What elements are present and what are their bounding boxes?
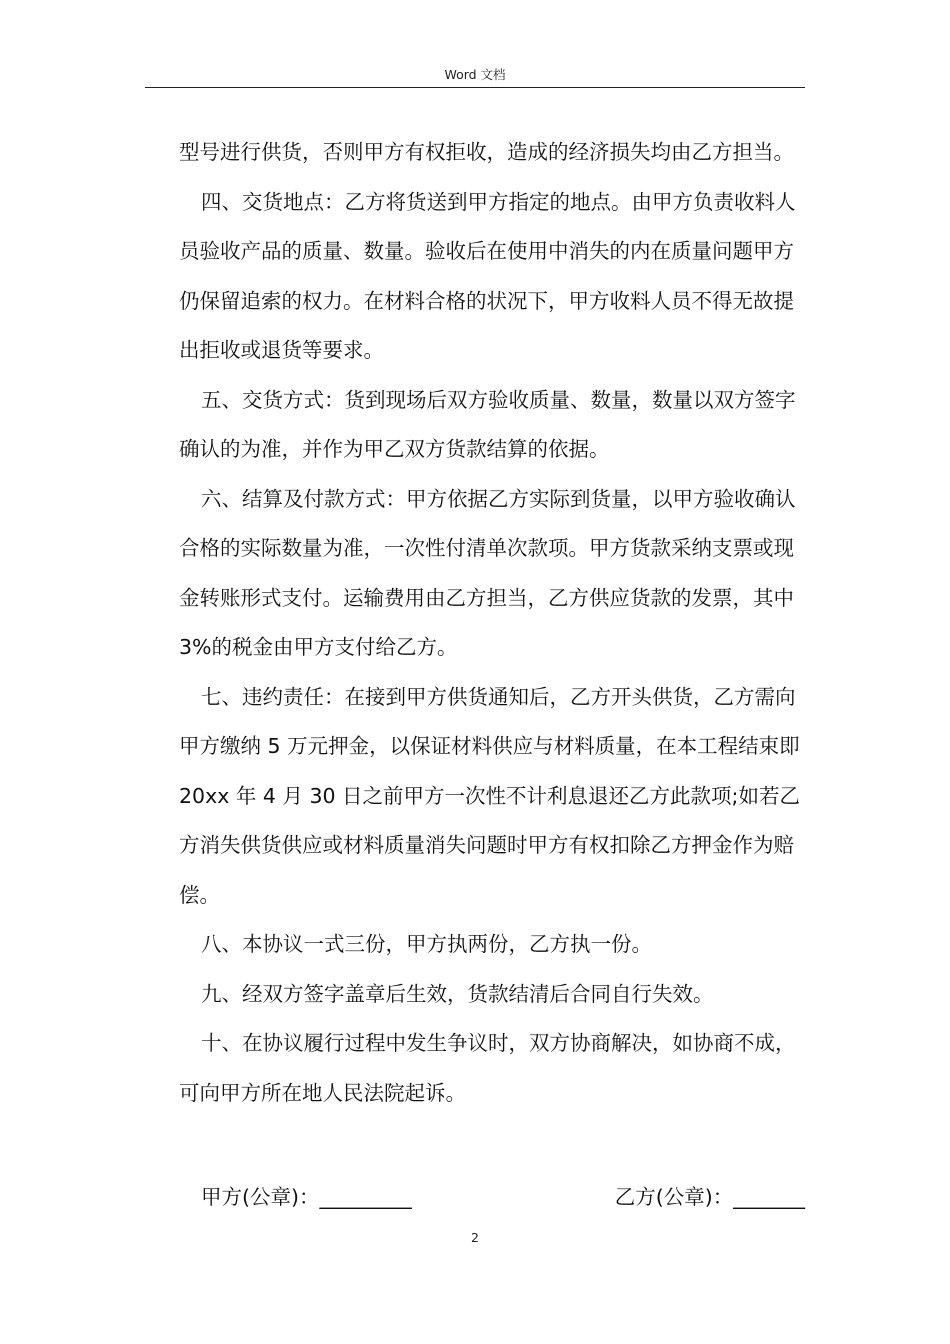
party-a-seal-line: 甲方(公章)：_________ bbox=[201, 1185, 412, 1209]
signature-row bbox=[201, 1172, 805, 1222]
header-divider bbox=[145, 87, 805, 88]
page-number: 2 bbox=[471, 1230, 479, 1245]
paragraph-continuation: 型号进行供货，否则甲方有权拒收，造成的经济损失均由乙方担当。 bbox=[179, 140, 794, 164]
document-body bbox=[179, 128, 805, 1118]
paragraph-delivery-method: 五、交货方式：货到现场后双方验收质量、数量，数量以双方签字确认的为准，并作为甲乙双方货款结算的依据。 bbox=[179, 387, 796, 461]
page-header: Word 文档 bbox=[444, 67, 506, 82]
paragraph-settlement-payment: 六、结算及付款方式：甲方依据乙方实际到货量，以甲方验收确认合格的实际数量为准，一次性付清单次款项。甲方货款采纳支票或现金转账形式支付。运输费用由乙方担当，乙方供应货款的发票，其中 3%的税金由甲方支付给乙方。 bbox=[179, 486, 796, 659]
paragraph-effectiveness: 九、经双方签字盖章后生效，货款结清后合同自行失效。 bbox=[201, 981, 714, 1006]
paragraph-delivery-location: 四、交货地点：乙方将货送到甲方指定的地点。由甲方负责收料人员验收产品的质量、数量。验收后在使用中消失的内在质量问题甲方仍保留追索的权力。在材料合格的状况下，甲方收料人员不得无故提出拒收或退货等要求。 bbox=[179, 189, 796, 362]
paragraph-dispute-resolution: 十、在协议履行过程中发生争议时，双方协商解决，如协商不成，可向甲方所在地人民法院起诉。 bbox=[179, 1031, 796, 1105]
paragraph-breach-liability: 七、违约责任：在接到甲方供货通知后，乙方开头供货，乙方需向甲方缴纳 5 万元押金，以保证材料供应与材料质量，在本工程结束即 20xx 年 4 月 30 日之前甲方一次性不计利息退还乙方此款项;如若乙方消失供货供应或材料质量消失问题时甲方有权扣除乙方押金作为赔偿。 bbox=[179, 684, 800, 907]
party-b-seal-line: 乙方(公章)：_______ bbox=[614, 1185, 805, 1209]
paragraph-copies: 八、本协议一式三份，甲方执两份，乙方执一份。 bbox=[201, 932, 652, 956]
